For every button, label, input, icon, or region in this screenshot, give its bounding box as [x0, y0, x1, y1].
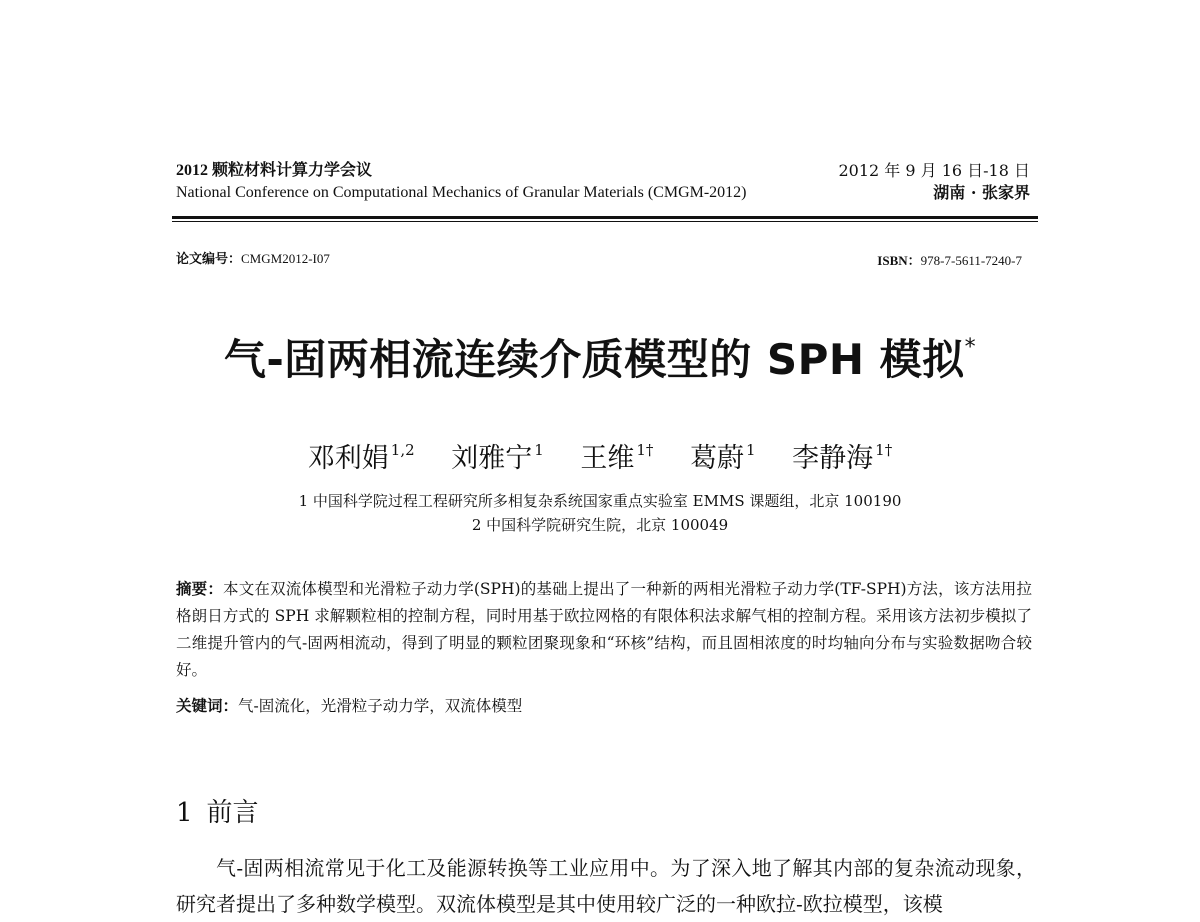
paper-title-text: 气-固两相流连续介质模型的 SPH 模拟	[223, 335, 965, 384]
conference-location: 湖南 · 张家界	[933, 183, 1030, 202]
keywords-label: 关键词：	[176, 697, 239, 715]
author	[580, 443, 653, 474]
author	[792, 443, 892, 474]
paper-id	[176, 248, 330, 267]
author	[451, 443, 544, 474]
paper-title	[0, 327, 1200, 387]
author-list	[0, 436, 1200, 475]
title-footnote-mark: *	[964, 335, 977, 360]
author-name: 葛蔚	[690, 443, 745, 474]
author-name: 邓利娟	[307, 443, 389, 474]
header-rule-thick	[172, 216, 1038, 219]
isbn-value: 978-7-5611-7240-7	[920, 253, 1022, 268]
keywords-text: 气-固流化，光滑粒子动力学，双流体模型	[238, 697, 523, 715]
abstract-label: 摘要：	[176, 580, 224, 598]
abstract-text: 本文在双流体模型和光滑粒子动力学(SPH)的基础上提出了一种新的两相光滑粒子动力学(TF-SPH)方法，该方法用拉格朗日方式的 SPH 求解颗粒相的控制方程，同时用基于欧拉网格的有限体积法求解气相的控制方程。采用该方法初步模拟了二维提升管内的气-固两相流动，得到了明显的颗粒团聚现象和“环核”结构，而且固相浓度的时均轴向分布与实验数据吻合较好。	[176, 580, 1032, 679]
author-affiliation-mark: 1,2	[390, 441, 415, 459]
conference-name-en: National Conference on Computational Mechanics of Granular Materials (CMGM-2012)	[176, 184, 747, 201]
conference-date: 2012 年 9 月 16 日-18 日	[838, 161, 1030, 180]
author-affiliation-mark: 1	[746, 441, 756, 459]
author-name: 李静海	[792, 443, 874, 474]
body-paragraph: 气-固两相流常见于化工及能源转换等工业应用中。为了深入地了解其内部的复杂流动现象，研究者提出了多种数学模型。双流体模型是其中使用较广泛的一种欧拉-欧拉模型，该模	[176, 856, 1036, 916]
keywords	[176, 694, 1032, 716]
conference-name	[176, 160, 747, 204]
section-heading	[176, 792, 259, 829]
author-name: 刘雅宁	[451, 443, 533, 474]
author	[308, 443, 415, 474]
author-affiliation-mark: 1†	[636, 441, 654, 459]
author-name: 王维	[580, 443, 635, 474]
header-rule-thin	[172, 221, 1038, 222]
author-affiliation-mark: 1†	[875, 441, 893, 459]
conference-date-location	[838, 160, 1030, 204]
paper-id-value: CMGM2012-I07	[241, 251, 330, 266]
paper-id-label: 论文编号：	[176, 251, 242, 266]
author-affiliation-mark: 1	[534, 441, 544, 459]
section-title: 前言	[206, 798, 259, 828]
conference-name-cn: 2012 颗粒材料计算力学会议	[176, 162, 373, 179]
affiliation-2: 2 中国科学院研究生院，北京 100049	[471, 516, 729, 534]
author	[690, 443, 756, 474]
isbn-label: ISBN：	[877, 253, 921, 268]
abstract	[176, 576, 1032, 684]
affiliation-1: 1 中国科学院过程工程研究所多相复杂系统国家重点实验室 EMMS 课题组，北京 100190	[298, 492, 902, 510]
section-number: 1	[176, 798, 193, 828]
isbn	[877, 250, 1022, 269]
